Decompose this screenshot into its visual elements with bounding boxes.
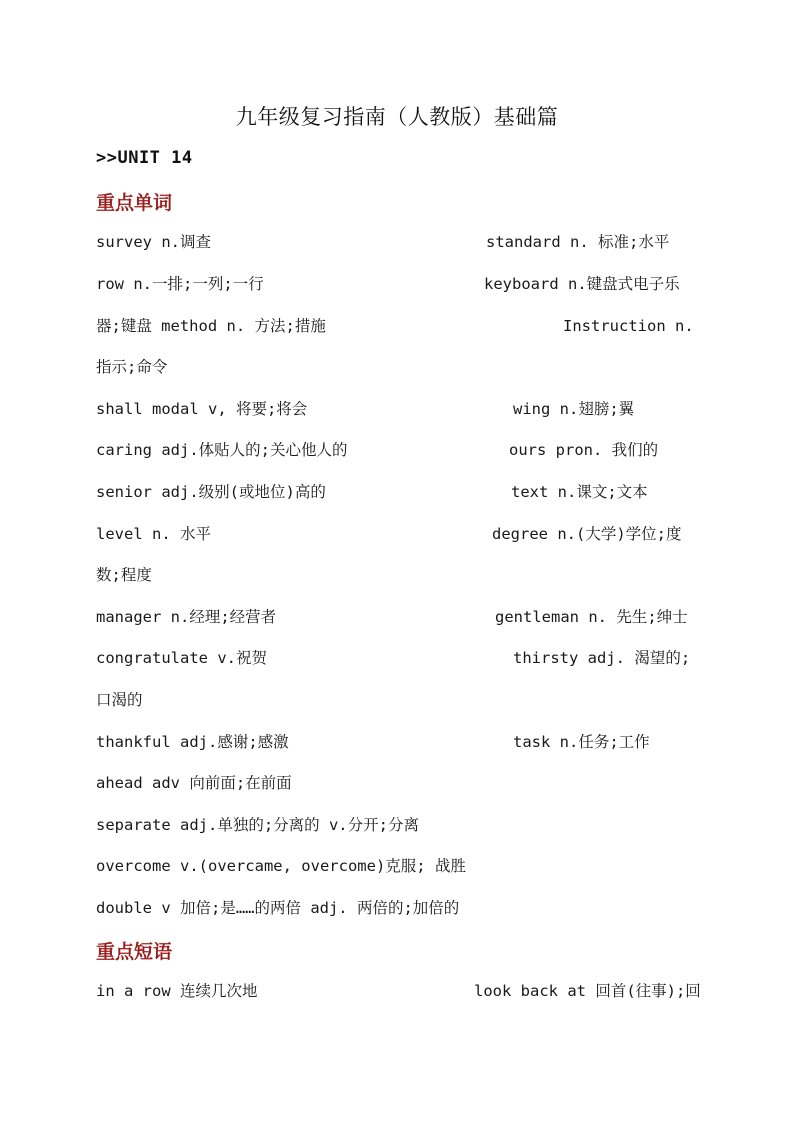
vocab-item-separate: separate adj.单独的;分离的 v.分开;分离 bbox=[96, 816, 419, 834]
vocab-item-degree: degree n.(大学)学位;度 bbox=[492, 525, 682, 543]
vocab-item-thirsty-cont: 口渴的 bbox=[96, 691, 143, 709]
vocab-item-wing: wing n.翅膀;翼 bbox=[513, 400, 635, 418]
vocab-item-instruction-cont: 指示;命令 bbox=[96, 358, 168, 376]
vocab-item-method: 器;键盘 method n. 方法;措施 bbox=[96, 317, 326, 335]
vocab-item-gentleman: gentleman n. 先生;绅士 bbox=[495, 608, 688, 626]
vocab-item-level: level n. 水平 bbox=[96, 525, 211, 543]
vocab-item-thirsty: thirsty adj. 渴望的; bbox=[513, 649, 691, 667]
vocab-item-degree-cont: 数;程度 bbox=[96, 566, 152, 584]
phrase-item-in-a-row: in a row 连续几次地 bbox=[96, 982, 258, 1000]
vocab-item-thankful: thankful adj.感谢;感激 bbox=[96, 733, 289, 751]
vocab-item-overcome: overcome v.(overcame, overcome)克服; 战胜 bbox=[96, 857, 466, 875]
vocab-item-double: double v 加倍;是……的两倍 adj. 两倍的;加倍的 bbox=[96, 899, 460, 917]
vocab-item-shall: shall modal v, 将要;将会 bbox=[96, 400, 308, 418]
vocab-item-congratulate: congratulate v.祝贺 bbox=[96, 649, 267, 667]
phrase-item-look-back-at: look back at 回首(往事);回 bbox=[474, 982, 701, 1000]
vocab-item-row: row n.一排;一列;一行 bbox=[96, 275, 264, 293]
vocab-item-ours: ours pron. 我们的 bbox=[509, 441, 659, 459]
vocab-item-manager: manager n.经理;经营者 bbox=[96, 608, 277, 626]
vocab-item-survey: survey n.调查 bbox=[96, 233, 211, 251]
vocab-item-keyboard: keyboard n.键盘式电子乐 bbox=[484, 275, 680, 293]
vocab-item-caring: caring adj.体贴人的;关心他人的 bbox=[96, 441, 348, 459]
vocab-item-task: task n.任务;工作 bbox=[513, 733, 650, 751]
section-heading-phrases: 重点短语 bbox=[96, 941, 173, 963]
vocab-item-text: text n.课文;文本 bbox=[511, 483, 648, 501]
vocab-item-instruction: Instruction n. bbox=[563, 317, 694, 335]
unit-heading: >>UNIT 14 bbox=[96, 148, 193, 168]
document-title: 九年级复习指南（人教版）基础篇 bbox=[235, 105, 559, 129]
vocab-item-ahead: ahead adv 向前面;在前面 bbox=[96, 774, 292, 792]
vocab-item-standard: standard n. 标准;水平 bbox=[486, 233, 670, 251]
section-heading-vocabulary: 重点单词 bbox=[96, 192, 173, 214]
vocab-item-senior: senior adj.级别(或地位)高的 bbox=[96, 483, 326, 501]
